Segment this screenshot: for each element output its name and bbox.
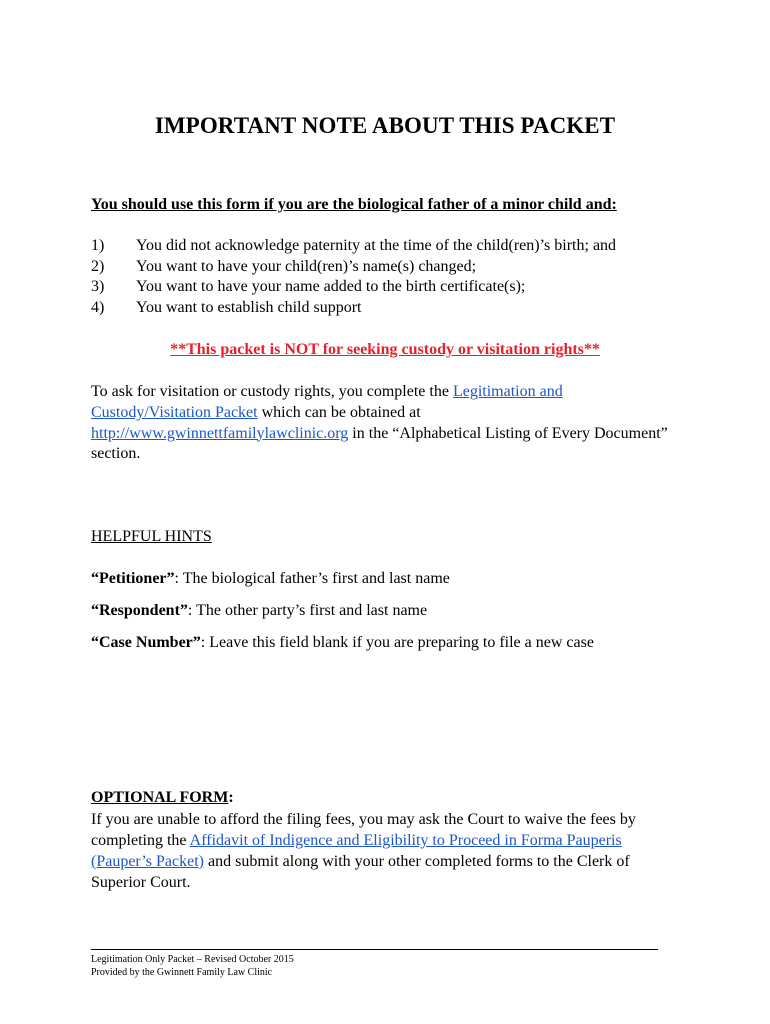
footer-revision: Legitimation Only Packet – Revised October 2015 xyxy=(91,954,294,965)
list-item xyxy=(91,257,616,278)
visitation-paragraph xyxy=(91,382,681,465)
optional-text: If you are unable to afford the filing fees, you may ask the Court to waive the fees by completing the xyxy=(91,811,636,849)
pauper-packet-link[interactable]: Affidavit of Indigence and Eligibility to Proceed in Forma Pauperis (Pauper’s Packet) xyxy=(91,832,622,870)
intro-heading: You should use this form if you are the biological father of a minor child and: xyxy=(91,196,617,213)
criteria-list xyxy=(91,236,616,319)
optional-form-paragraph xyxy=(91,809,681,893)
list-text: You want to establish child support xyxy=(136,299,362,317)
footer-divider xyxy=(91,949,658,950)
optional-form-colon: : xyxy=(228,789,234,806)
list-text: You did not acknowledge paternity at the time of the child(ren)’s birth; and xyxy=(136,237,617,254)
footer xyxy=(91,953,294,979)
legitimation-packet-link[interactable]: Legitimation and Custody/Visitation Packet xyxy=(91,383,563,421)
visitation-text: To ask for visitation or custody rights, you complete the xyxy=(91,383,453,400)
hint-desc: : Leave this field blank if you are preparing to file a new case xyxy=(200,634,594,651)
hint-term: “Respondent” xyxy=(91,602,188,619)
hint-petitioner xyxy=(91,570,450,588)
optional-form-title: OPTIONAL FORM xyxy=(91,789,229,806)
list-item xyxy=(91,236,616,257)
hint-desc: : The other party’s first and last name xyxy=(187,602,428,619)
list-number: 3) xyxy=(91,278,105,296)
list-text: You want to have your name added to the birth certificate(s); xyxy=(136,278,526,296)
list-number: 2) xyxy=(91,257,105,275)
hint-respondent xyxy=(91,602,427,620)
hint-term: “Petitioner” xyxy=(91,570,175,587)
list-item xyxy=(91,277,616,298)
hint-term: “Case Number” xyxy=(91,634,201,651)
visitation-text: which can be obtained at xyxy=(257,403,421,421)
clinic-website-link[interactable]: http://www.gwinnettfamilylawclinic.org xyxy=(91,424,349,442)
hint-case-number xyxy=(91,634,594,652)
page-title: IMPORTANT NOTE ABOUT THIS PACKET xyxy=(154,113,616,138)
visitation-text: in the “Alphabetical Listing of Every Document” section. xyxy=(91,424,668,463)
list-number: 1) xyxy=(91,237,105,254)
list-item xyxy=(91,298,616,319)
warning-notice: **This packet is NOT for seeking custody or visitation rights** xyxy=(170,341,600,358)
list-text: You want to have your child(ren)’s name(s) changed; xyxy=(136,257,477,275)
helpful-hints-heading: HELPFUL HINTS xyxy=(91,528,212,545)
footer-provider: Provided by the Gwinnett Family Law Clinic xyxy=(91,967,273,978)
list-number: 4) xyxy=(91,299,105,317)
optional-form-heading xyxy=(91,789,234,807)
hint-desc: : The biological father’s first and last name xyxy=(174,570,450,587)
optional-text: and submit along with your other completed forms to the Clerk of Superior Court. xyxy=(91,853,630,891)
